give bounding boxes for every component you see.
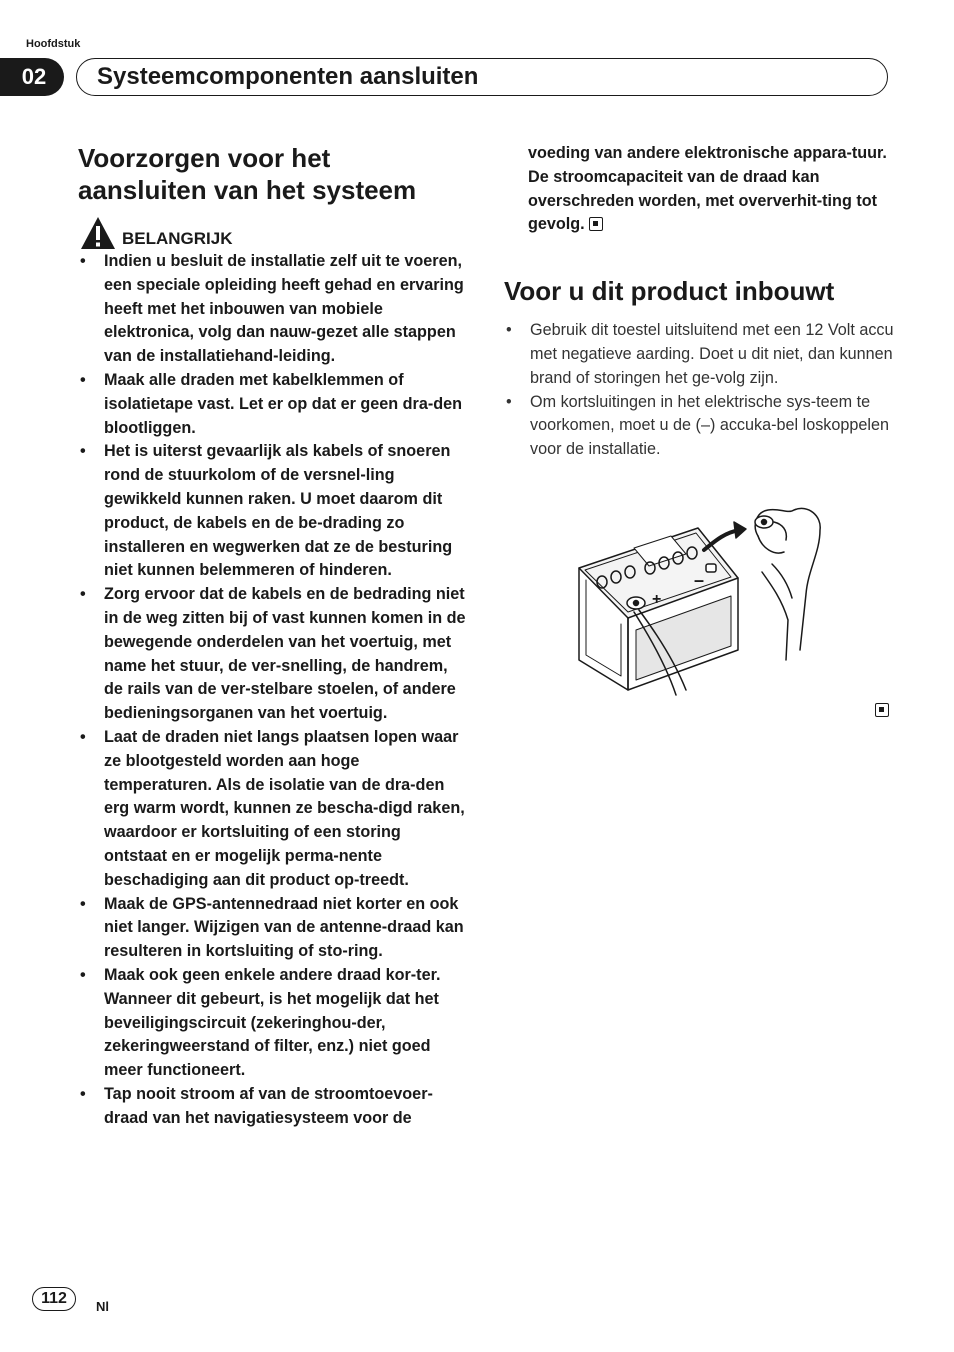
- list-item: • Zorg ervoor dat de kabels en de bedrading niet in de weg zitten bij of vast kunnen komen in de bewegende onderdelen van het voertuig, met name het stuur, de ver-snelling, de handrem, de rails van de ver-stelbare stoelen, of andere bedieningsorganen van het voertuig.: [78, 583, 468, 726]
- language-code: Nl: [96, 1299, 109, 1314]
- end-mark-icon: [589, 217, 603, 231]
- important-label: BELANGRIJK: [122, 229, 233, 248]
- important-notice: [78, 214, 468, 250]
- end-mark-icon: [875, 703, 889, 717]
- section-title-line2: aansluiten van het systeem: [78, 175, 417, 205]
- chapter-label: Hoofdstuk: [26, 38, 81, 50]
- list-item: • Maak de GPS-antennedraad niet korter en ook niet langer. Wijzigen van de antenne-draad kan resulteren in kortsluiting of sto-ring.: [78, 893, 468, 964]
- continued-text: [504, 142, 894, 237]
- list-item: • Maak ook geen enkele andere draad kor-ter. Wanneer dit gebeurt, is het mogelijk dat het beveiligingscircuit (zekeringhou-der, zekeringweerstand of filter, enz.) niet goed meer functioneert.: [78, 964, 468, 1083]
- list-item: • Gebruik dit toestel uitsluitend met een 12 Volt accu met negatieve aarding. Doet u dit niet, dan kunnen brand of storingen het ge-volg zijn.: [504, 319, 894, 390]
- install-list: [504, 319, 894, 462]
- page-number: 112: [32, 1287, 76, 1311]
- list-item: • Maak alle draden met kabelklemmen of isolatietape vast. Let er op dat er geen dra-den blootliggen.: [78, 369, 468, 440]
- chapter-title: Systeemcomponenten aansluiten: [76, 58, 888, 96]
- section-title-before-install: Voor u dit product inbouwt: [504, 276, 835, 307]
- battery-minus-label: –: [694, 570, 705, 590]
- list-item: • Het is uiterst gevaarlijk als kabels of snoeren rond de stuurkolom of de versnel-ling gewikkeld kunnen raken. U moet daarom dit product, de kabels en de be-drading zo installeren en wegwerken dat ze de besturing niet kunnen belemmeren of hinderen.: [78, 440, 468, 583]
- important-list: [78, 250, 468, 1130]
- list-item: • Om kortsluitingen in het elektrische sys-teem te voorkomen, moet u de (–) accuka-bel loskoppelen voor de installatie.: [504, 391, 894, 462]
- continued-text-body: voeding van andere elektronische appara-tuur. De stroomcapaciteit van de draad kan overschreden worden, met oververhit-ting tot gevolg.: [528, 144, 887, 234]
- section-title-line1: Voorzorgen voor het: [78, 143, 331, 173]
- chapter-number-badge: 02: [0, 58, 64, 96]
- list-item: • Tap nooit stroom af van de stroomtoevoer-draad van het navigatiesysteem voor de: [78, 1083, 468, 1131]
- left-column: [78, 142, 468, 1130]
- list-item: • Indien u besluit de installatie zelf uit te voeren, een speciale opleiding heeft gehad en ervaring heeft met het inbouwen van mobiele elektronica, volg dan nauw-gezet alle stappen van de installatiehand-leiding.: [78, 250, 468, 369]
- battery-plus-label: +: [652, 591, 662, 608]
- section-title-precautions: [78, 142, 468, 206]
- right-column: [504, 142, 894, 462]
- warning-triangle-icon: [80, 216, 116, 250]
- battery-disconnect-illustration: [576, 500, 842, 700]
- list-item: • Laat de draden niet langs plaatsen lopen waar ze blootgesteld worden aan hoge temperaturen. Als de isolatie van de dra-den erg warm wordt, kunnen ze bescha-digd raken, waardoor er kortsluiting of een storing ontstaat en er mogelijk perma-nente beschadiging aan dit product op-treedt.: [78, 726, 468, 893]
